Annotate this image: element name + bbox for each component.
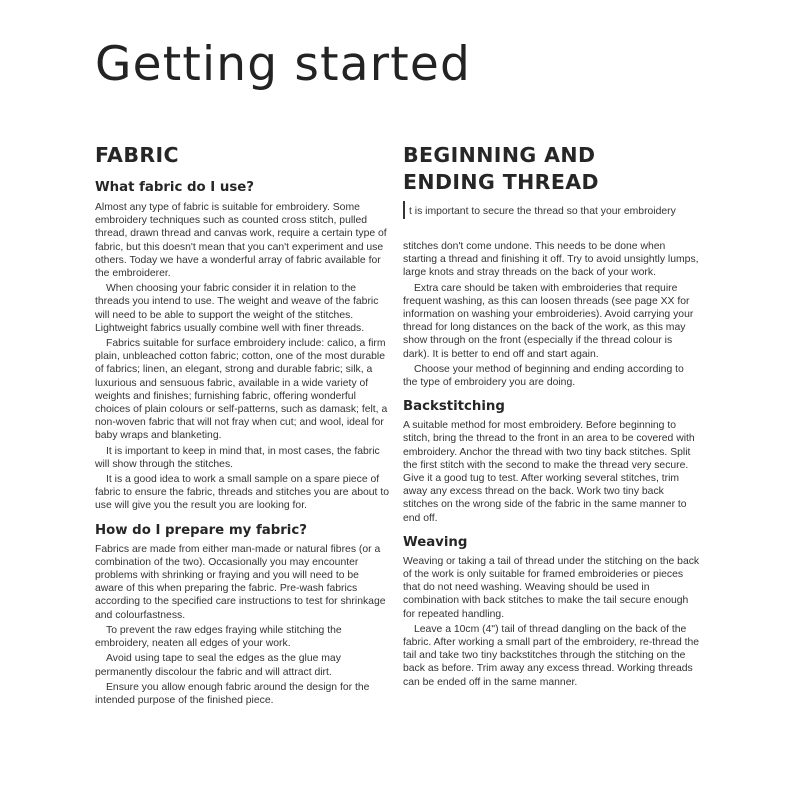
paragraph: A suitable method for most embroidery. Before beginning to stitch, bring the thread to the front in an area to be covered with embroidery. Anchor the thread with two tiny back stitches. Split the first stitch with the second to make the thread very secure. Give it a good tug to test. After working several stitches, trim away any excess thread on the back. Work two tiny back stitches on the wrong side of the fabric in the same manner to end off. (403, 420, 695, 524)
drop-cap-mark (403, 201, 405, 219)
subheading-prepare-fabric: How do I prepare my fabric? (95, 522, 307, 538)
intro-first-line (403, 201, 700, 219)
paragraph: Extra care should be taken with embroideries that require frequent washing, as this can loosen threads (see page XX for information on washing your embroideries). Avoid carrying your thread for long distances on the back of the work, as this may show through on the front (especially if the thread colour is dark). It is better to end off and start again. (403, 282, 694, 360)
right-column (403, 142, 700, 689)
section-heading-fabric: FABRIC (95, 143, 179, 167)
paragraph: To prevent the raw edges fraying while stitching the embroidery, neaten all edges of your work. (95, 624, 342, 650)
paragraph: Choose your method of beginning and ending according to the type of embroidery you are doing. (403, 363, 684, 389)
subheading-what-fabric: What fabric do I use? (95, 180, 254, 195)
section-heading-line: ENDING THREAD (403, 170, 599, 194)
section-heading-thread (403, 142, 700, 196)
paragraph: Leave a 10cm (4") tail of thread dangling on the back of the fabric. After working a small part of the embroidery, re-thread the tail and take two tiny backstitches through the stitching on the back as before. Trim away any excess thread. Working threads can be ended off in the same manner. (403, 623, 700, 688)
paragraph: It is important to keep in mind that, in most cases, the fabric will show through the stitches. (95, 445, 380, 470)
paragraph: It is a good idea to work a small sample on a spare piece of fabric to ensure the fabric, threads and stitches you are about to use will give you the result you are looking for. (95, 474, 389, 512)
paragraph: Weaving or taking a tail of thread under the stitching on the back of the work is only suitable for framed embroideries or pieces that do not need washing. Weaving should be used in combination with back stitches to make the tail secure enough for repeated handling. (403, 555, 700, 620)
page-title: Getting started (95, 37, 472, 92)
paragraph: Fabrics are made from either man-made or natural fibres (or a combination of the two). Occasionally you may encounter problems with shrinking or fraying and you will need to be aware of this when preparing the fabric. Pre-wash fabrics according to the specified care instructions to test for shrinkage and colourfastness. (95, 543, 386, 621)
paragraph: Fabrics suitable for surface embroidery include: calico, a firm plain, unbleached cotton fabric; cotton, one of the most durable of fabrics; linen, an elegant, strong and durable fabric; silk, a luxurious and sensuous fabric, available in a wide variety of weights and finishes; furnishing fabric, offering wonderful choices of plain colours or self-patterns, such as damask; felt, a non-woven fabric that will not fray when cut; and wool, ideal for baby wraps and blanketing. (95, 338, 388, 442)
subheading-backstitching: Backstitching (403, 399, 505, 415)
paragraph: Almost any type of fabric is suitable for embroidery. Some embroidery techniques such as counted cross stitch, pulled thread, drawn thread and canvas work, require a certain type of fabric, but this doesn't mean that you can't experiment and use others. Today we have a wonderful array of fabric available for the embroiderer. (95, 202, 387, 280)
paragraph: When choosing your fabric consider it in relation to the threads you intend to use. The weight and weave of the fabric will need to be able to support the weight of the stitches. Lightweight fabrics usually combine well with finer threads. (95, 283, 379, 334)
paragraph: Avoid using tape to seal the edges as the glue may permanently discolour the fabric and will attract dirt. (95, 653, 341, 678)
left-column (95, 142, 390, 707)
subheading-weaving: Weaving (403, 534, 468, 550)
paragraph: Ensure you allow enough fabric around the design for the intended purpose of the finished piece. (95, 681, 370, 706)
section-heading-line: BEGINNING AND (403, 143, 596, 167)
paragraph: stitches don't come undone. This needs to be done when starting a thread and finishing it off. Try to avoid unsightly lumps, large knots and stray threads on the back of your work. (403, 241, 699, 279)
intro-first-text: t is important to secure the thread so that your embroidery (409, 206, 676, 217)
